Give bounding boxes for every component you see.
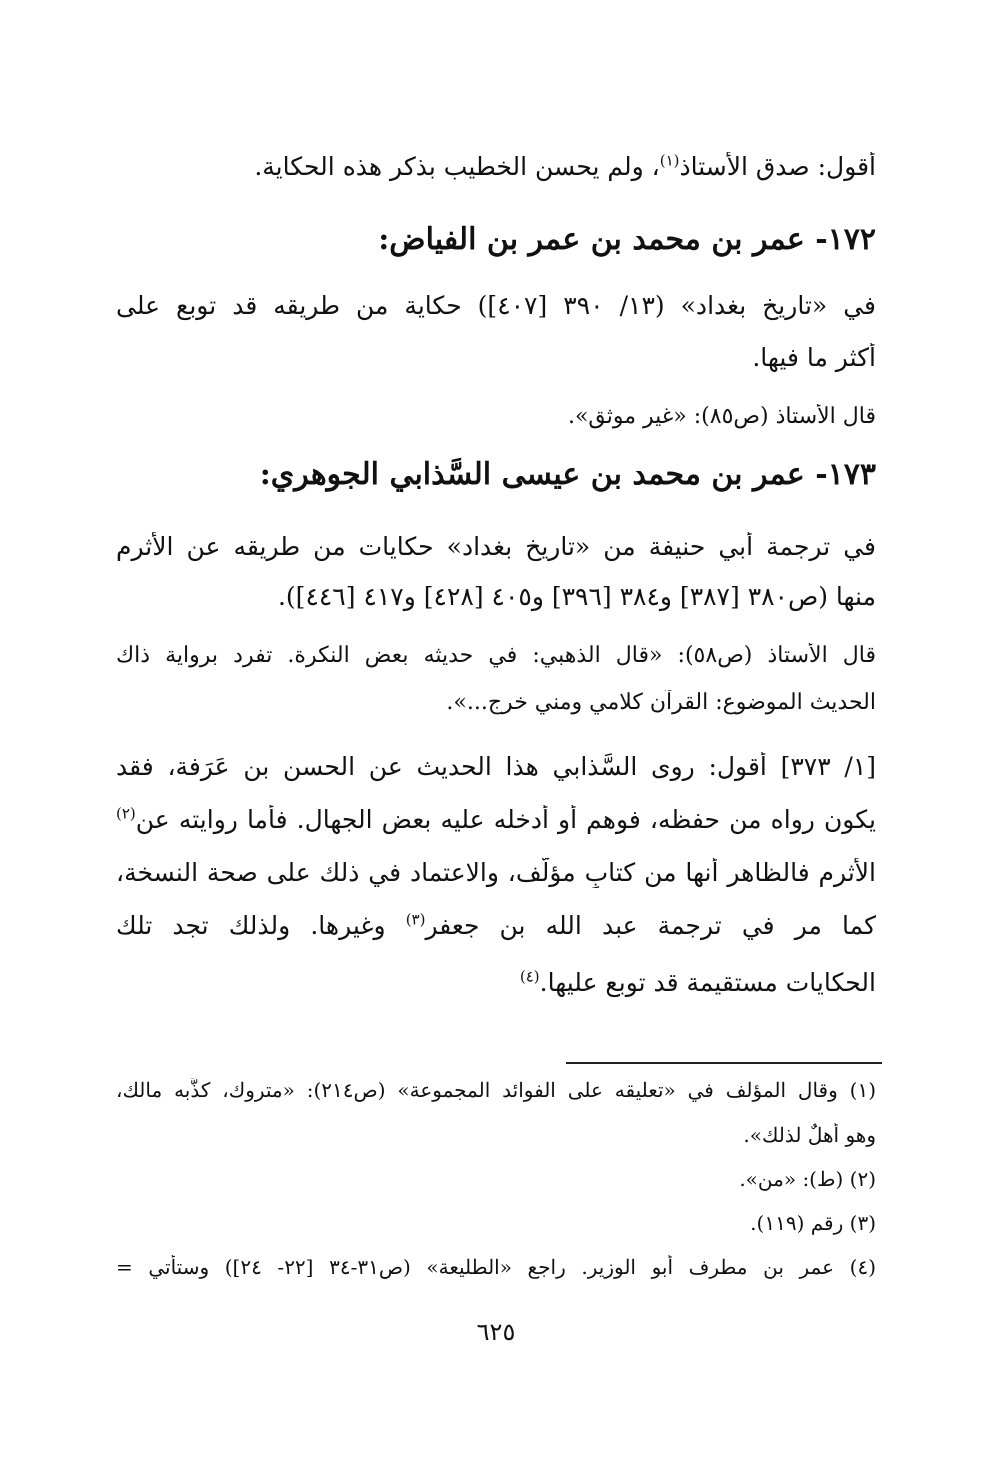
text-line-8: منها (ص٣٨٠ [٣٨٧] و٣٨٤ [٣٩٦] و٤٠٥ [٤٢٨] و٤١٧ [٤٤٦]). [277, 582, 876, 611]
footnote-marker-2[interactable]: (٢) [116, 805, 136, 823]
footnote-marker-1[interactable]: (١) [659, 152, 680, 170]
text-line-3: في «تاريخ بغداد» (١٣/ ٣٩٠ [٤٠٧]) حكاية من طريقه قد توبع على [116, 291, 876, 320]
quote-line-1: قال الأستاذ (ص٨٥): «غير موثق». [567, 404, 876, 429]
text-segment: وغيرها. ولذلك تجد تلك [116, 911, 406, 940]
text-line-14 [116, 911, 876, 941]
quote-line-2b: الحديث الموضوع: القرآن كلامي ومني خرج...». [446, 690, 876, 715]
text-segment: ، ولم يحسن الخطيب بذكر هذه الحكاية. [254, 152, 660, 181]
footnote-4: (٤) عمر بن مطرف أبو الوزير. راجع «الطليعة» (ص٣١-٣٤ [٢٢- ٢٤]) وستأتي = [116, 1255, 876, 1279]
text-segment: كما مر في ترجمة عبد الله بن جعفر [425, 911, 876, 940]
quote-line-2a: قال الأستاذ (ص٥٨): «قال الذهبي: في حديثه بعض النكرة. تفرد برواية ذاك [116, 643, 876, 668]
entry-heading-173: ١٧٣- عمر بن محمد بن عيسى السَّذابي الجوهري: [259, 457, 876, 492]
text-segment: الحكايات مستقيمة قد توبع عليها. [539, 968, 876, 997]
page-number: ٦٢٥ [476, 1318, 516, 1346]
text-line-11: [١/ ٣٧٣] أقول: روى السَّذابي هذا الحديث عن الحسن بن عَرَفة، فقد [116, 752, 876, 781]
footnote-separator [566, 1062, 882, 1064]
text-line-1 [116, 152, 876, 182]
footnote-2: (٢) (ط): «من». [739, 1167, 876, 1191]
text-segment: يكون رواه من حفظه، فوهم أو أدخله عليه بعض الجهال. فأما روايته عن [135, 805, 876, 834]
footnote-1a: (١) وقال المؤلف في «تعليقه على الفوائد المجموعة» (ص٢١٤): «متروك، كذَّبه مالك، [116, 1078, 876, 1102]
footnote-3: (٣) رقم (١١٩). [750, 1211, 876, 1235]
text-line-7: في ترجمة أبي حنيفة من «تاريخ بغداد» حكايات من طريقه عن الأثرم [116, 532, 876, 561]
footnote-marker-4[interactable]: (٤) [519, 968, 540, 986]
text-line-13: الأثرم فالظاهر أنها من كتابٍ مؤلَّف، والاعتماد في ذلك على صحة النسخة، [116, 858, 876, 887]
text-line-15 [116, 968, 876, 998]
text-segment: أقول: صدق الأستاذ [679, 152, 876, 181]
text-line-12 [116, 805, 876, 835]
text-line-4: أكثر ما فيها. [752, 343, 876, 372]
footnote-marker-3[interactable]: (٣) [405, 911, 426, 929]
footnote-1b: وهو أهلٌ لذلك». [743, 1123, 876, 1147]
entry-heading-172: ١٧٢- عمر بن محمد بن عمر بن الفياض: [378, 222, 876, 257]
